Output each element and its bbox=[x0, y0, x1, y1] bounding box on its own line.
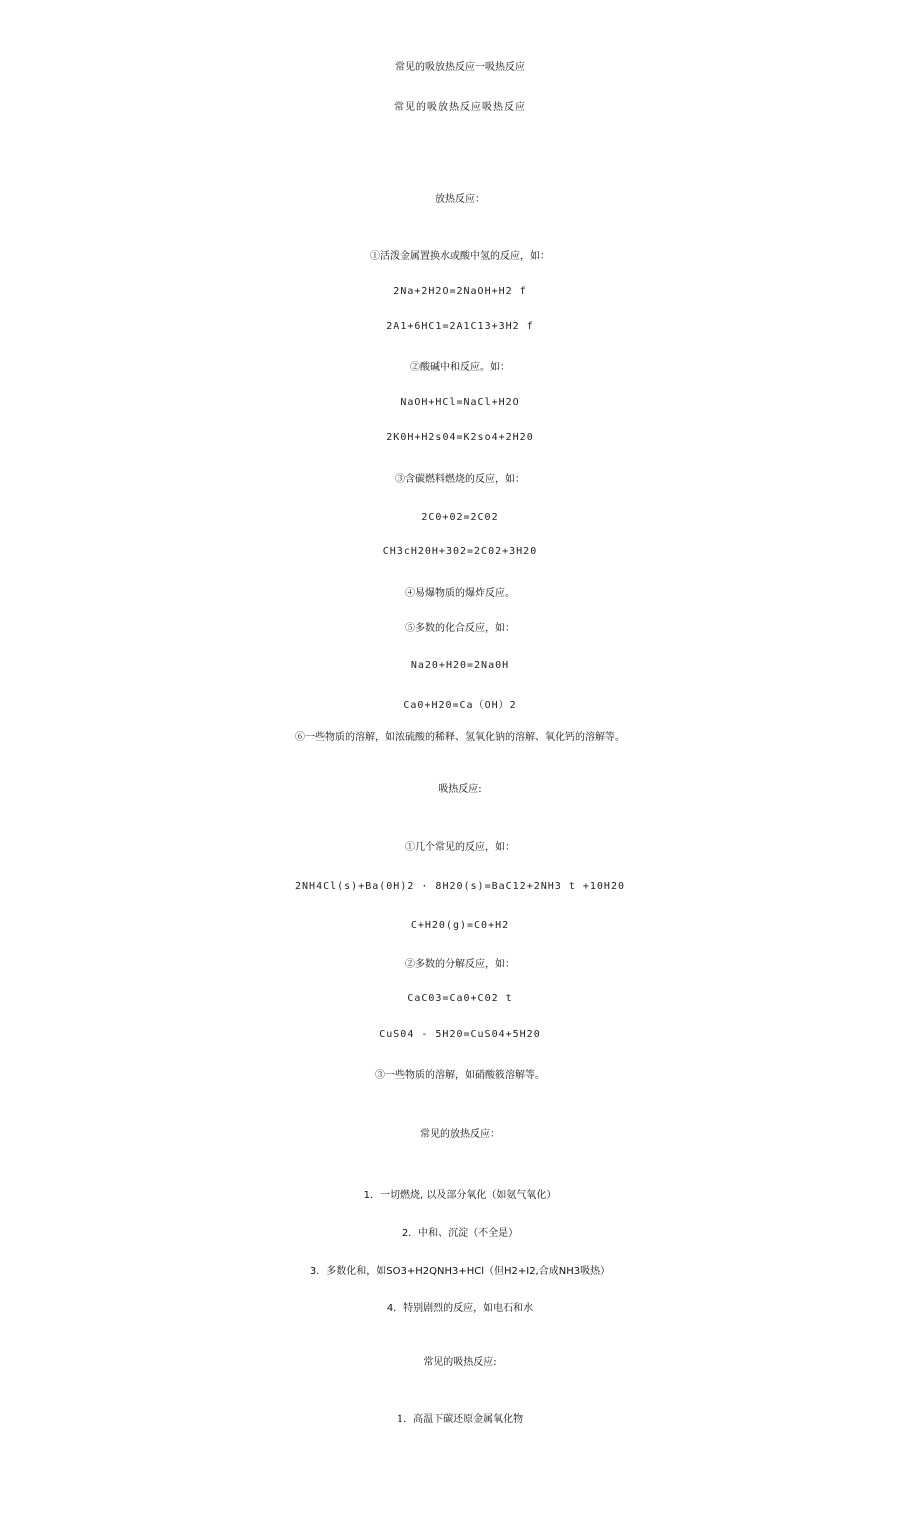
exo-item-5-equation-1: Na20+H20=2Na0H bbox=[410, 660, 510, 671]
exo-item-4: ④易爆物质的爆炸反应。 bbox=[405, 588, 515, 599]
common-exo-line-3: 3．多数化和，如SO3+H2QNH3+HCl（但H2+I2,合成NH3吸热） bbox=[309, 1266, 611, 1277]
exothermic-heading: 放热反应： bbox=[435, 194, 485, 205]
endo-item-1: ①几个常见的反应，如： bbox=[405, 842, 515, 853]
endo-item-2-equation-2: CuS04 - 5H20=CuS04+5H20 bbox=[379, 1029, 541, 1040]
exo-item-1-equation-2: 2A1+6HC1=2A1C13+3H2 f bbox=[386, 321, 534, 332]
exo-item-5-equation-2: Ca0+H20=Ca（OH）2 bbox=[403, 700, 517, 711]
common-endothermic-heading: 常见的吸热反应: bbox=[423, 1357, 497, 1368]
exo-item-3-equation-2: CH3cH20H+302=2C02+3H20 bbox=[382, 546, 538, 557]
common-exo-line-1: 1．一切燃烧, 以及部分氧化（如氨气氧化） bbox=[363, 1190, 557, 1201]
exo-item-2-equation-2: 2K0H+H2s04=K2so4+2H20 bbox=[386, 432, 534, 443]
endothermic-heading: 吸热反应: bbox=[438, 784, 482, 795]
common-exo-line-4: 4．特别剧烈的反应，如电石和水 bbox=[386, 1303, 534, 1314]
endo-item-1-equation-2: C+H20(g)=C0+H2 bbox=[410, 920, 510, 931]
common-exothermic-heading: 常见的放热反应： bbox=[420, 1129, 500, 1140]
common-endo-line-1: 1．高温下碳还原金属氧化物 bbox=[396, 1414, 524, 1425]
endo-item-2: ②多数的分解反应，如： bbox=[405, 959, 515, 970]
common-exo-line-2: 2．中和、沉淀（不全是） bbox=[401, 1228, 519, 1239]
endo-item-1-equation-1: 2NH4Cl(s)+Ba(0H)2 · 8H20(s)=BaC12+2NH3 t +10H20 bbox=[295, 881, 625, 892]
endo-item-2-equation-1: CaC03=Ca0+C02 t bbox=[407, 993, 513, 1004]
exo-item-6: ⑥一些物质的溶解，如浓硫酸的稀释、氢氧化钠的溶解、氧化钙的溶解等。 bbox=[295, 732, 625, 743]
exo-item-5: ⑤多数的化合反应，如： bbox=[405, 623, 515, 634]
running-header: 常见的吸放热反应一吸热反应 bbox=[395, 62, 525, 73]
exo-item-2: ②酸碱中和反应。如： bbox=[410, 362, 510, 373]
exo-item-3-equation-1: 2C0+02=2C02 bbox=[421, 512, 499, 523]
endo-item-3: ③一些物质的溶解，如硝酸筱溶解等。 bbox=[375, 1070, 545, 1081]
exo-item-1: ①活泼金属置换水或酸中氢的反应，如： bbox=[370, 251, 550, 262]
exo-item-3: ③含碳燃料燃烧的反应，如： bbox=[395, 474, 525, 485]
exo-item-2-equation-1: NaOH+HCl=NaCl+H2O bbox=[400, 397, 520, 408]
exo-item-1-equation-1: 2Na+2H2O=2NaOH+H2 f bbox=[393, 286, 527, 297]
document-title: 常见的吸放热反应吸热反应 bbox=[394, 102, 526, 113]
